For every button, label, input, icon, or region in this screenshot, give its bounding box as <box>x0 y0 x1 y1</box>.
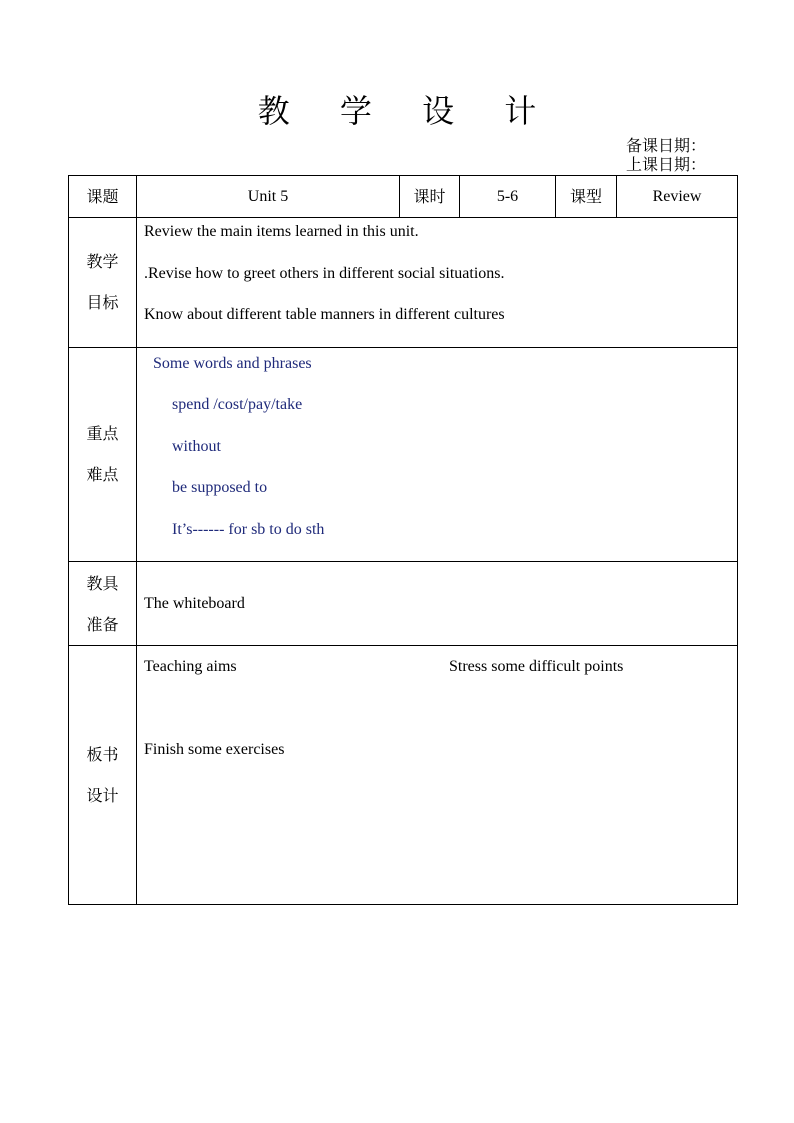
header-row <box>69 176 738 218</box>
teaching-aids-label <box>69 562 137 646</box>
teaching-aids-value: The whiteboard <box>137 562 738 646</box>
board-design-label-line1: 板书 <box>86 745 119 764</box>
teaching-aids-label-line1: 教具 <box>86 573 119 593</box>
key-point-item: be supposed to <box>172 479 268 496</box>
board-left-bottom: Finish some exercises <box>144 741 285 758</box>
objective-item: .Revise how to greet others in different social situations. <box>144 264 505 282</box>
key-points-label-line1: 重点 <box>86 424 119 444</box>
teaching-aids-row <box>69 562 738 646</box>
topic-label: 课题 <box>69 176 137 218</box>
key-point-item: without <box>172 437 221 455</box>
topic-value: Unit 5 <box>137 176 400 218</box>
board-design-row <box>69 646 738 905</box>
teaching-aids-label-line2: 准备 <box>86 614 119 634</box>
class-date-label: 上课日期： <box>625 155 706 174</box>
key-points-label <box>69 347 137 562</box>
objectives-row <box>69 218 738 348</box>
board-left-top: Teaching aims <box>144 658 237 675</box>
board-design-label <box>69 646 137 905</box>
board-right-top: Stress some difficult points <box>449 658 624 675</box>
board-design-content <box>137 646 738 905</box>
objectives-content <box>137 218 738 348</box>
objectives-label-line2: 目标 <box>86 293 119 313</box>
periods-label: 课时 <box>400 176 460 218</box>
objectives-label-line1: 教学 <box>86 252 119 272</box>
key-points-label-line2: 难点 <box>86 465 119 485</box>
objectives-label <box>69 218 137 348</box>
lesson-plan-table <box>68 175 738 905</box>
periods-value: 5-6 <box>460 176 556 218</box>
key-point-item: It’s------ for sb to do sth <box>172 520 325 538</box>
objective-item: Know about different table manners in different cultures <box>144 306 505 323</box>
objective-item: Review the main items learned in this unit. <box>144 223 419 240</box>
type-label: 课型 <box>556 176 617 218</box>
type-value: Review <box>617 176 738 218</box>
prep-date-label: 备课日期： <box>625 136 706 155</box>
key-points-row <box>69 347 738 562</box>
key-point-item: spend /cost/pay/take <box>172 396 303 413</box>
key-points-content <box>137 347 738 562</box>
document-title: 教 学 设 计 <box>257 92 557 130</box>
date-block <box>626 136 706 174</box>
board-design-label-line2: 设计 <box>86 786 119 805</box>
key-points-heading: Some words and phrases <box>153 354 312 372</box>
